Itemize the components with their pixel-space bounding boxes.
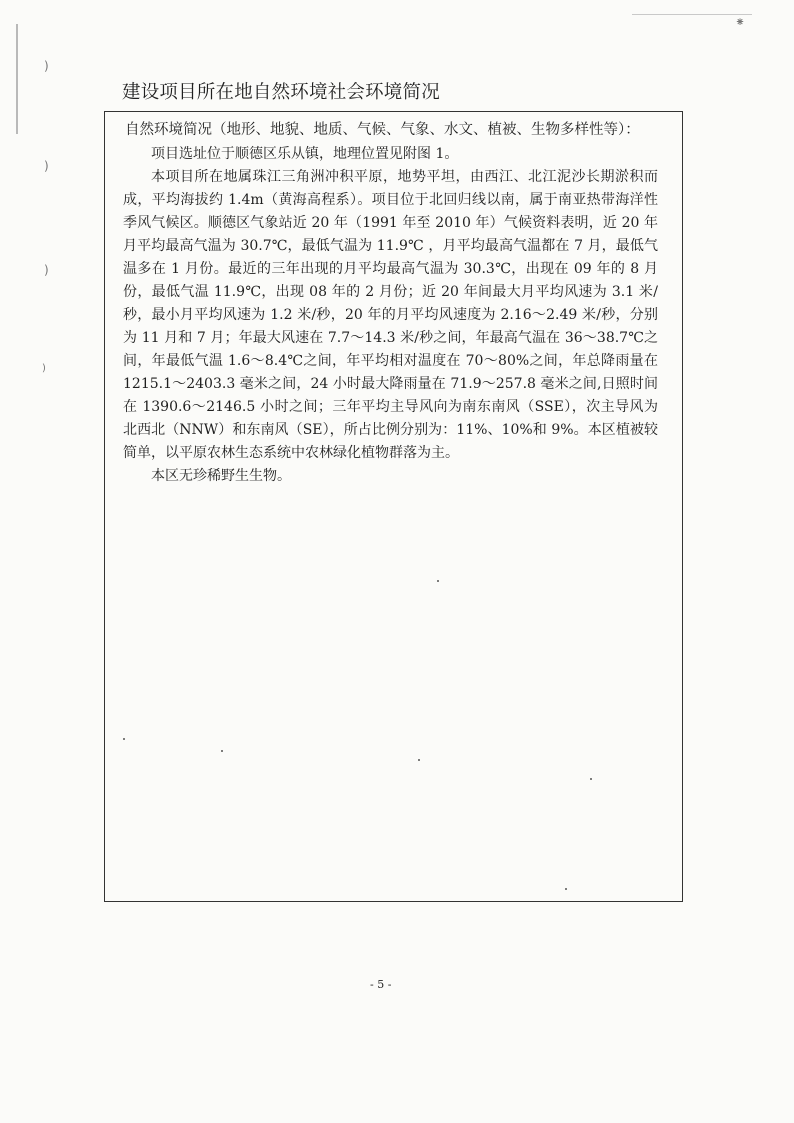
- binding-hole-mark: ): [42, 363, 46, 374]
- scan-speck: [590, 778, 592, 780]
- scan-speck: [123, 738, 125, 740]
- paragraph-wildlife: 本区无珍稀野生生物。: [151, 468, 291, 484]
- scan-speck: [565, 888, 567, 890]
- natural-environment-section: [104, 111, 683, 902]
- page-number: - 5 -: [370, 978, 392, 991]
- binding-hole-mark: ): [44, 159, 49, 173]
- section-title: 自然环境简况（地形、地貌、地质、气候、气象、水文、植被、生物多样性等）：: [125, 122, 640, 138]
- document-heading: 建设项目所在地自然环境社会环境简况: [122, 82, 440, 103]
- binding-hole-mark: ): [44, 59, 49, 73]
- paragraph-climate: 本项目所在地属珠江三角洲冲积平原，地势平坦，由西江、北江泥沙长期淤积而成，平均海拔约 1.4m（黄海高程系）。项目位于北回归线以南，属于南亚热带海洋性季风气候区。顺德区气象站近 20 年（1991 年至 2010 年）气候资料表明，近 20 年月平均最高气温为 30.7℃，最低气温为 11.9℃ ，月平均最高气温都在 7 月，最低气温多在 1 月份。最近的三年出现的月平均最高气温为 30.3℃，出现在 09 年的 8 月份，最低气温 11.9℃，出现 08 年的 2 月份；近 20 年间最大月平均风速为 3.1 米/秒，最小月平均风速为 1.2 米/秒，20 年的月平均风速度为 2.16～2.49 米/秒，分别为 11 月和 7 月；年最大风速在 7.7～14.3 米/秒之间，年最高气温在 36～38.7℃之间，年最低气温 1.6～8.4℃之间，年平均相对温度在 70～80%之间，年总降雨量在 1215.1～2403.3 毫米之间，24 小时最大降雨量在 71.9～257.8 毫米之间,日照时间在 1390.6～2146.5 小时之间；三年平均主导风向为南东南风（SSE），次主导风为北西北（NNW）和东南风（SE），所占比例分别为：11%、10%和 9%。本区植被较简单，以平原农林生态系统中农林绿化植物群落为主。: [123, 169, 658, 461]
- section-body: [123, 143, 658, 488]
- paragraph-location: 项目选址位于顺德区乐从镇，地理位置见附图 1。: [151, 146, 459, 162]
- scan-speck: [418, 759, 420, 761]
- scan-speck: [437, 580, 439, 582]
- staple-mark: ⁕: [735, 15, 746, 29]
- binding-hole-mark: ): [44, 263, 49, 277]
- scan-top-edge: [632, 14, 752, 15]
- scan-speck: [221, 750, 223, 752]
- scan-left-edge: [16, 24, 18, 134]
